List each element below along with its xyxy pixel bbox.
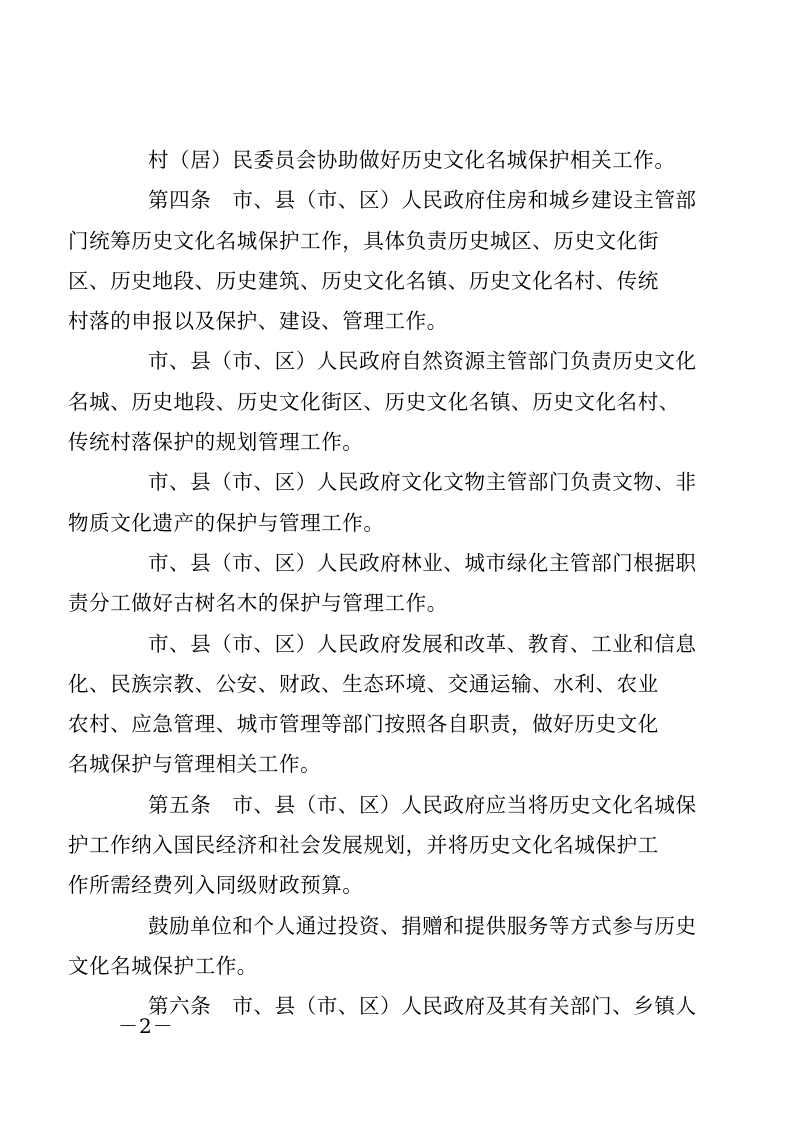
text-line: 村落的申报以及保护、建设、管理工作。 [68, 309, 448, 334]
text-line: 区、历史地段、历史建筑、历史文化名镇、历史文化名村、传统 [68, 268, 659, 293]
page-number: －2－ [118, 1014, 174, 1038]
document-body [68, 140, 708, 1027]
text-line: 文化名城保护工作。 [68, 953, 258, 978]
text-line: 农村、应急管理、城市管理等部门按照各自职责，做好历史文化 [68, 712, 659, 737]
text-line: 第四条 市、县（市、区）人民政府住房和城乡建设主管部 [148, 188, 697, 213]
text-line: 第五条 市、县（市、区）人民政府应当将历史文化名城保 [148, 792, 697, 817]
paragraph-encouragement [68, 906, 708, 987]
text-line: 市、县（市、区）人民政府自然资源主管部门负责历史文化 [148, 349, 697, 374]
text-line: 化、民族宗教、公安、财政、生态环境、交通运输、水利、农业 [68, 671, 659, 696]
text-line: 村（居）民委员会协助做好历史文化名城保护相关工作。 [148, 148, 676, 172]
text-line: 市、县（市、区）人民政府林业、城市绿化主管部门根据职 [148, 550, 697, 575]
text-line: 市、县（市、区）人民政府文化文物主管部门负责文物、非 [148, 470, 697, 495]
paragraph-cultural-relics [68, 462, 708, 543]
text-line: 门统筹历史文化名城保护工作，具体负责历史城区、历史文化街 [68, 228, 659, 253]
paragraph-article-4 [68, 180, 708, 341]
text-line: 作所需经费列入同级财政预算。 [68, 873, 364, 898]
paragraph-other-departments [68, 624, 708, 785]
paragraph-article-6 [108, 986, 708, 1026]
text-line: 鼓励单位和个人通过投资、捐赠和提供服务等方式参与历史 [148, 913, 697, 938]
paragraph-forestry [68, 543, 708, 624]
text-line: 名城、历史地段、历史文化街区、历史文化名镇、历史文化名村、 [68, 389, 680, 414]
text-line: 护工作纳入国民经济和社会发展规划，并将历史文化名城保护工 [68, 833, 659, 858]
text-line: 责分工做好古树名木的保护与管理工作。 [68, 591, 448, 616]
paragraph-natural-resources [68, 341, 708, 462]
text-line: 物质文化遗产的保护与管理工作。 [68, 510, 385, 535]
text-line: 市、县（市、区）人民政府发展和改革、教育、工业和信息 [148, 631, 697, 656]
text-line: 传统村落保护的规划管理工作。 [68, 430, 364, 455]
text-line: 名城保护与管理相关工作。 [68, 752, 322, 777]
text-line: 第六条 市、县（市、区）人民政府及其有关部门、乡镇人 [148, 994, 697, 1019]
paragraph-1 [108, 140, 708, 180]
paragraph-article-5 [68, 785, 708, 906]
